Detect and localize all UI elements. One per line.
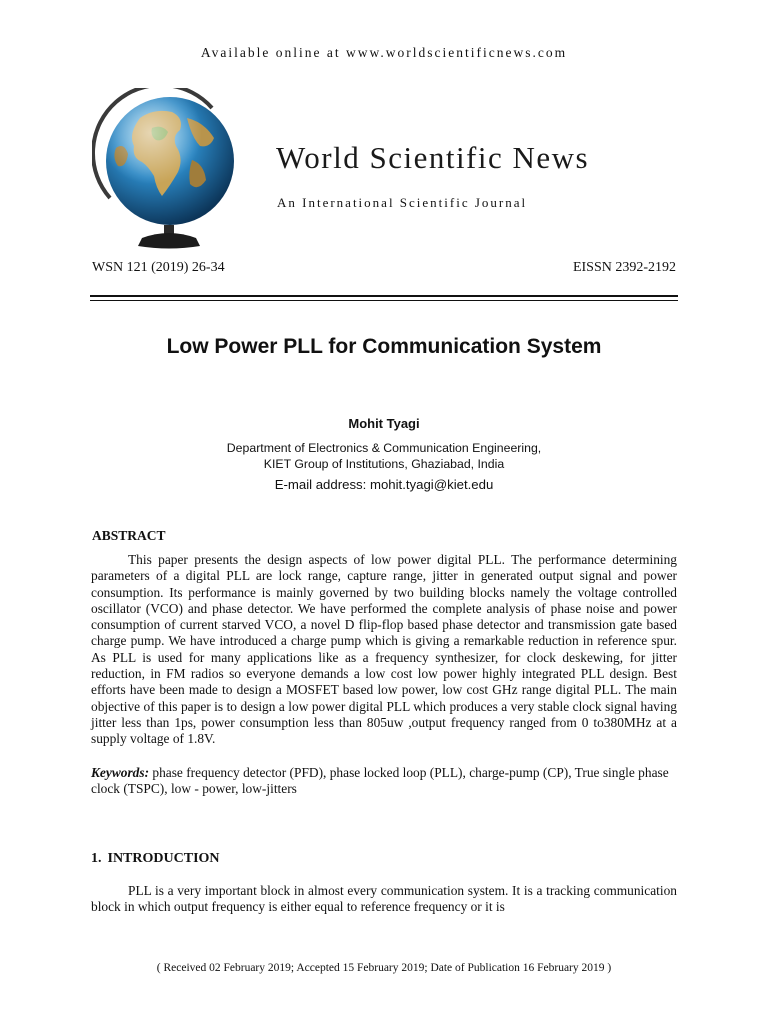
section-title: INTRODUCTION	[107, 851, 220, 866]
abstract-heading: ABSTRACT	[92, 528, 166, 543]
author-email: E-mail address: mohit.tyagi@kiet.edu	[274, 477, 494, 492]
keywords-text: phase frequency detector (PFD), phase locked loop (PLL), charge-pump (CP), True single phase clock (TSPC), low - power, low-jitters	[91, 765, 669, 797]
wsn-reference: WSN 121 (2019) 26-34	[92, 260, 225, 275]
affiliation-line-2: KIET Group of Institutions, Ghaziabad, India	[263, 457, 505, 471]
introduction-body: PLL is a very important block in almost every communication system. It is a tracking communication block in which output frequency is either equal to reference frequency or it is	[91, 883, 677, 915]
publication-dates: ( Received 02 February 2019; Accepted 15 February 2019; Date of Publication 16 February 2019 )	[156, 962, 612, 974]
paper-title: Low Power PLL for Communication System	[166, 335, 602, 358]
affiliation-line-1: Department of Electronics & Communication Engineering,	[226, 441, 542, 455]
eissn-number: EISSN 2392-2192	[572, 260, 676, 275]
author-affiliation	[0, 440, 768, 472]
header-rule-thin	[90, 300, 678, 301]
available-online-line: Available online at www.worldscientificnews.com	[200, 45, 568, 60]
abstract-body: This paper presents the design aspects of low power digital PLL. The performance determining parameters of a digital PLL are lock range, capture range, jitter in generated output signal and power consumption. Its performance is mainly governed by two building blocks namely the voltage controlled oscillator (VCO) and phase detector. We have performed the complete analysis of phase noise and power consumption of current starved VCO, a novel D flip-flop based phase detector and transmission gate based charge pump. We have introduced a charge pump which is giving a remarkable reduction in reference spur. As PLL is used for many applications like as a frequency synthesizer, for clock deskewing, for jitter reduction, in FM radios so everyone demands a low cost low power highly integrated PLL design. Best efforts have been made to design a MOSFET based low power, low cost GHz range digital PLL. The main objective of this paper is to design a low power digital PLL which produces a very stable clock signal having jitter less than 1ps, power consumption less than 805uw ,output frequency ranged from 0 to380MHz at a supply voltage of 1.8V.	[91, 552, 677, 747]
header-rule-thick	[90, 295, 678, 297]
section-number: 1.	[91, 851, 102, 866]
journal-subtitle: An International Scientific Journal	[277, 195, 528, 210]
journal-title: World Scientific News	[276, 140, 590, 175]
globe-icon	[92, 88, 242, 250]
author-name: Mohit Tyagi	[348, 416, 420, 431]
introduction-heading	[91, 851, 226, 867]
keywords-paragraph	[91, 765, 677, 798]
keywords-label: Keywords:	[91, 765, 150, 780]
